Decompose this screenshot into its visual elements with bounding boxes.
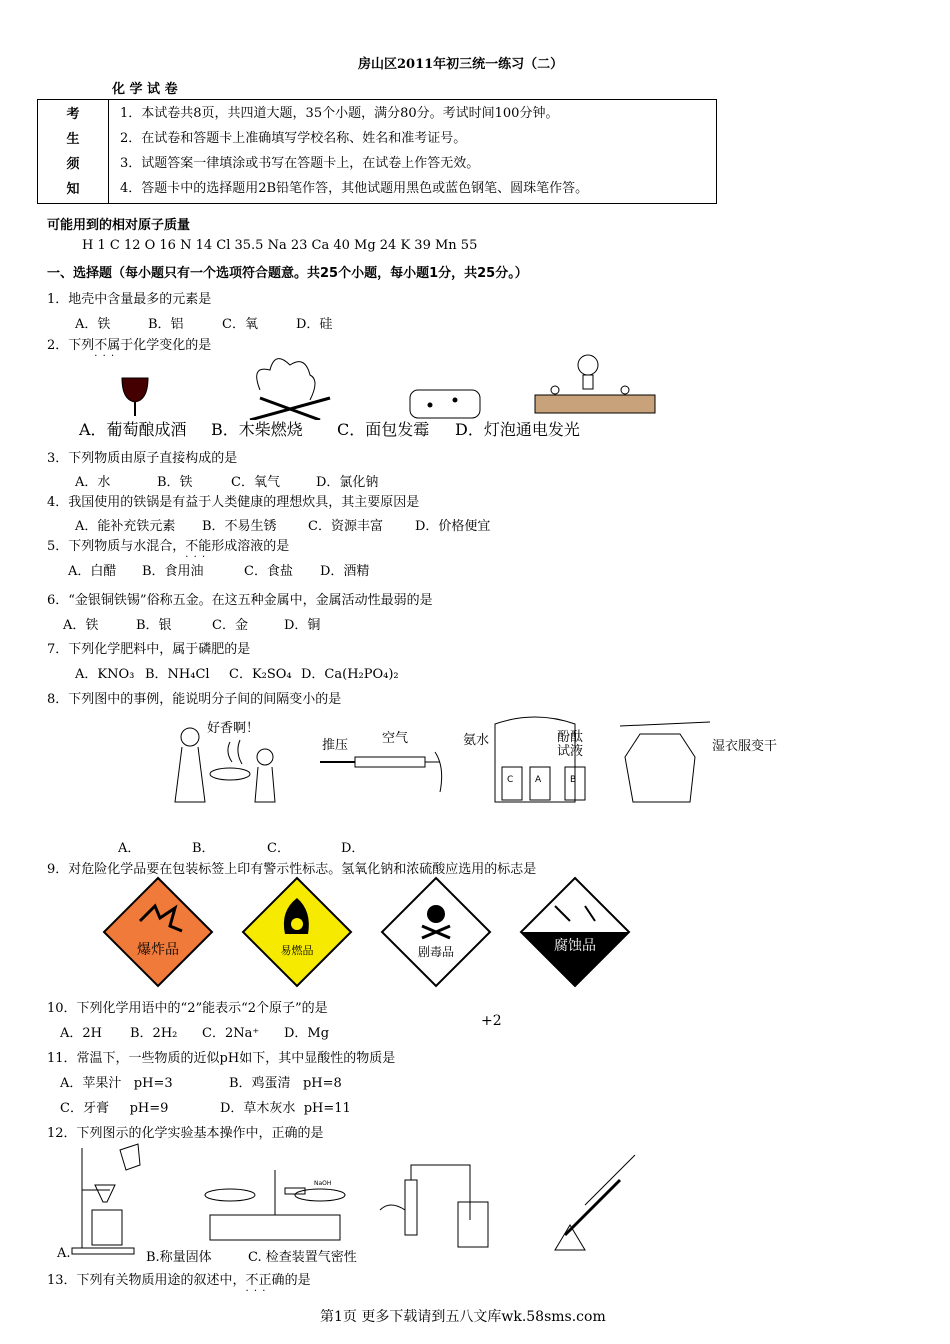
wet-shirt-icon bbox=[620, 722, 710, 802]
q12-option-c: C. 检查装置气密性 bbox=[248, 1250, 357, 1265]
explosive-sign-icon bbox=[104, 878, 212, 986]
q6-options: A．铁 B．银 C．金 D．铜 bbox=[63, 618, 321, 633]
sign-label-corrosive: 腐蚀品 bbox=[554, 938, 596, 954]
notice-key: 考 生 须 知 bbox=[38, 100, 109, 204]
notice-item: 3．试题答案一律填涂或书写在答题卡上，在试卷上作答无效。 bbox=[120, 156, 480, 171]
q10-mg-charge: +2 bbox=[481, 1013, 502, 1029]
q8-label-beaker-b: B bbox=[570, 775, 577, 785]
section-one-heading: 一、选择题（每小题只有一个选项符合题意。共25个小题，每小题1分，共25分。） bbox=[47, 266, 528, 281]
q5-options: A．白醋 B．食用油 C．食盐 D．酒精 bbox=[68, 564, 370, 579]
q8-label-smell: 好香啊！ bbox=[207, 721, 260, 736]
q12-images bbox=[60, 1140, 660, 1260]
syringe-icon bbox=[320, 752, 442, 792]
q3-options: A．水 B．铁 C．氧气 D．氯化钠 bbox=[75, 475, 379, 490]
sign-label-toxic: 剧毒品 bbox=[417, 945, 455, 959]
q11-option-b: B．鸡蛋清 pH=8 bbox=[229, 1076, 342, 1091]
sign-label-explosive: 爆炸品 bbox=[137, 942, 179, 958]
q3-stem: 3．下列物质由原子直接构成的是 bbox=[47, 451, 238, 466]
airtightness-check-icon bbox=[380, 1165, 488, 1247]
wine-glass-icon bbox=[122, 378, 148, 416]
q2-options: A．葡萄酿成酒 B．木柴燃烧 C．面包发霉 D．灯泡通电发光 bbox=[79, 420, 580, 439]
q8-label-phenol-2: 试液 bbox=[557, 744, 584, 759]
q7-options: A．KNO₃ B．NH₄Cl C．K₂SO₄ D．Ca(H₂PO₄)₂ bbox=[75, 667, 399, 682]
q12-naoh-label: NaOH bbox=[314, 1180, 332, 1187]
toxic-sign-icon bbox=[382, 878, 490, 986]
page-footer: 第1页 更多下载请到五八文库wk.58sms.com bbox=[320, 1309, 606, 1325]
q12-option-b: B.称量固体 bbox=[146, 1250, 212, 1265]
q11-option-a: A．苹果汁 pH=3 bbox=[60, 1076, 173, 1091]
notice-items bbox=[109, 100, 717, 204]
q8-label-air: 空气 bbox=[382, 731, 409, 746]
smell-scene-icon bbox=[175, 728, 275, 802]
q11-option-d: D．草木灰水 pH=11 bbox=[220, 1101, 351, 1116]
q1-stem: 1．地壳中含量最多的元素是 bbox=[47, 292, 212, 307]
q13-stem: 13．下列有关物质用途的叙述中，不正确 · · ·的是 bbox=[47, 1269, 311, 1288]
sign-label-flammable: 易燃品 bbox=[280, 944, 314, 957]
flammable-sign-icon bbox=[243, 878, 351, 986]
q12-stem: 12．下列图示的化学实验基本操作中，正确的是 bbox=[47, 1126, 324, 1141]
notice-box bbox=[37, 99, 717, 204]
q11-option-c: C．牙膏 pH=9 bbox=[60, 1101, 169, 1116]
filtration-stand-icon bbox=[72, 1144, 140, 1254]
q8-label-beaker-c: C bbox=[507, 775, 514, 785]
burning-wood-icon bbox=[250, 359, 330, 420]
q7-stem: 7．下列化学肥料中，属于磷肥的是 bbox=[47, 642, 251, 657]
q9-hazard-signs bbox=[100, 876, 660, 996]
notice-item: 1．本试卷共8页，共四道大题，35个小题，满分80分。考试时间100分钟。 bbox=[120, 106, 559, 121]
q8-label-phenol-1: 酚酞 bbox=[557, 730, 584, 745]
q1-options: A．铁 B．铝 C．氧 D．硅 bbox=[75, 317, 333, 332]
q9-stem: 9．对危险化学品要在包装标签上印有警示性标志。氢氧化钠和浓硫酸应选用的标志是 bbox=[47, 862, 537, 877]
q10-stem: 10．下列化学用语中的“2”能表示“2个原子”的是 bbox=[47, 1001, 328, 1016]
corrosive-sign-icon bbox=[521, 878, 629, 986]
q8-label-beaker-a: A bbox=[535, 775, 542, 785]
q8-label-cloth: 湿衣服变干 bbox=[712, 739, 778, 754]
exam-subject: 化 学 试 卷 bbox=[112, 82, 178, 97]
light-bulb-icon bbox=[535, 355, 655, 413]
q8-options: A． B． C． D． bbox=[118, 841, 365, 856]
q2-stem: 2．下列不属于 · · ·化学变化的是 bbox=[47, 334, 211, 353]
q5-stem: 5．下列物质与水混合，不能 · · ·形成溶液的是 bbox=[47, 535, 289, 554]
q8-label-ammonia: 氨水 bbox=[463, 733, 490, 748]
q12-option-a: A. bbox=[57, 1246, 71, 1261]
q8-images bbox=[170, 712, 810, 812]
q4-options: A．能补充铁元素 B．不易生锈 C．资源丰富 D．价格便宜 bbox=[75, 519, 491, 534]
q11-stem: 11．常温下，一些物质的近似pH如下，其中显酸性的物质是 bbox=[47, 1051, 396, 1066]
notice-item: 4．答题卡中的选择题用2B铅笔作答，其他试题用黑色或蓝色钢笔、圆珠笔作答。 bbox=[120, 181, 589, 196]
q4-stem: 4．我国使用的铁锅是有益于人类健康的理想炊具，其主要原因是 bbox=[47, 495, 420, 510]
q6-stem: 6．“金银铜铁锡”俗称五金。在这五种金属中，金属活动性最弱的是 bbox=[47, 593, 433, 608]
q8-label-push: 推压 bbox=[322, 738, 349, 753]
notice-item: 2．在试卷和答题卡上准确填写学校名称、姓名和准考证号。 bbox=[120, 131, 467, 146]
q10-options: A．2H B．2H₂ C．2Na⁺ D．Mg bbox=[60, 1026, 330, 1041]
moldy-bread-icon bbox=[410, 390, 480, 418]
q8-stem: 8．下列图中的事例，能说明分子间的间隔变小的是 bbox=[47, 692, 342, 707]
atomic-mass-values: H 1 C 12 O 16 N 14 Cl 35.5 Na 23 Ca 40 Mg 24 K 39 Mn 55 bbox=[82, 238, 478, 253]
heating-test-tube-icon bbox=[555, 1155, 635, 1250]
atomic-mass-heading: 可能用到的相对原子质量 bbox=[47, 218, 191, 233]
exam-title: 房山区2011年初三统一练习（二） bbox=[358, 57, 564, 72]
q2-images bbox=[110, 350, 710, 420]
